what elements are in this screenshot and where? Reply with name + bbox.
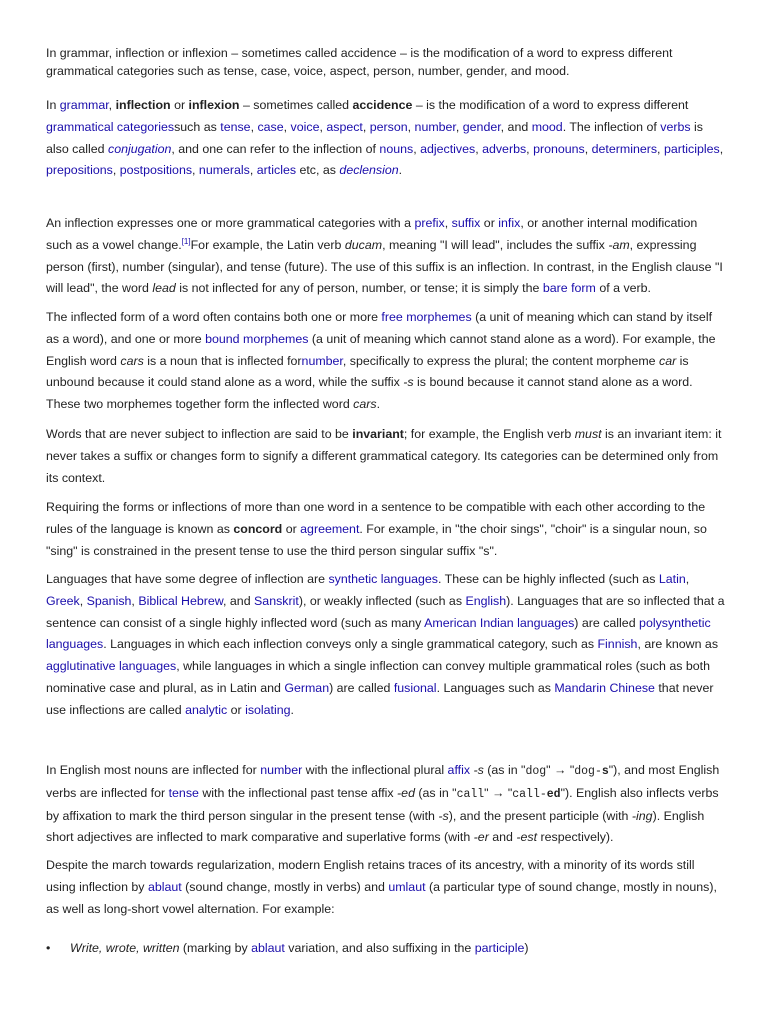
- link-gender[interactable]: gender: [462, 119, 501, 134]
- example-dog: dog: [525, 765, 547, 778]
- link-isolating[interactable]: isolating: [245, 702, 291, 717]
- link-affix[interactable]: affix: [447, 763, 471, 777]
- term-est: -est: [516, 830, 538, 845]
- text: . For example, in "the choir sings", "choir" is a singular noun, so "sing" is constrained in the present tense to use the third person singular suffix "s".: [46, 521, 707, 558]
- link-number[interactable]: number: [260, 763, 303, 777]
- text: In: [46, 98, 60, 112]
- link-pronouns[interactable]: pronouns: [533, 141, 585, 156]
- text: etc, as: [296, 163, 340, 178]
- text: ,: [131, 593, 139, 608]
- text: ,: [685, 572, 690, 586]
- link-person[interactable]: person: [369, 119, 408, 134]
- link-english[interactable]: English: [465, 593, 507, 608]
- text: – is the modification of a word to express different: [412, 98, 689, 112]
- text: ), and the present participle (with: [448, 808, 632, 823]
- example-suffix-s: s: [601, 765, 609, 778]
- text: .: [376, 397, 381, 412]
- link-determiners[interactable]: determiners: [591, 141, 658, 156]
- example-call: call: [456, 787, 485, 801]
- link-fusional[interactable]: fusional: [393, 680, 437, 695]
- text: "). English also inflects verbs by affixation to mark the third person singular in the present tense (with: [46, 785, 719, 823]
- link-finnish[interactable]: Finnish: [597, 637, 638, 652]
- link-suffix[interactable]: suffix: [451, 216, 481, 230]
- text: , while languages in which a single inflection can convey multiple grammatical roles (such as both nominative case and plural, as in Latin and: [46, 659, 710, 695]
- paragraph-morphemes: [46, 307, 726, 416]
- term-ducam: ducam: [344, 237, 383, 252]
- text: , are known as: [637, 637, 719, 652]
- link-bound-morphemes[interactable]: bound morphemes: [205, 331, 309, 346]
- text: ,: [413, 141, 421, 156]
- term-cars: cars: [120, 353, 144, 368]
- text: For example, the Latin verb: [190, 237, 345, 252]
- link-umlaut[interactable]: umlaut: [388, 879, 426, 894]
- text: ) are called: [329, 680, 394, 695]
- link-tense[interactable]: tense: [220, 119, 251, 134]
- term-lead: lead: [152, 281, 176, 296]
- term-inflexion: inflexion: [188, 98, 240, 112]
- text: ,: [283, 119, 291, 134]
- link-declension[interactable]: declension: [339, 163, 399, 178]
- text: ). English short adjectives are inflected to mark comparative and superlative forms (with: [46, 808, 705, 845]
- text: . Languages in which each inflection conveys only a single grammatical category, such as: [103, 637, 598, 652]
- text: ,: [362, 119, 370, 134]
- link-aspect[interactable]: aspect: [326, 119, 363, 134]
- term-car: car: [659, 353, 677, 368]
- link-sanskrit[interactable]: Sanskrit: [254, 593, 299, 608]
- link-grammatical-categories[interactable]: grammatical categories: [46, 119, 175, 134]
- paragraph-regularization: [46, 855, 726, 920]
- text: that never use inflections are called: [46, 680, 714, 717]
- text: (sound change, mostly in verbs) and: [181, 879, 389, 894]
- text: , specifically to express the plural; the content morpheme: [342, 353, 659, 368]
- link-articles[interactable]: articles: [256, 163, 297, 178]
- text: ,: [319, 119, 327, 134]
- text: . These can be highly inflected (such as: [437, 572, 659, 586]
- text: ,: [719, 141, 724, 156]
- text: of a verb.: [595, 281, 651, 296]
- example-words: Write, wrote, written: [70, 941, 180, 955]
- link-mood[interactable]: mood: [531, 119, 563, 134]
- link-agreement[interactable]: agreement: [300, 521, 360, 536]
- term-er: -er: [473, 830, 489, 845]
- text: , expressing person (first), number (singular), and tense (future). The use of this suffix is an inflection. In contrast, in the English clause "I will lead", the word: [46, 237, 723, 296]
- text: ,: [475, 141, 483, 156]
- text: The inflected form of a word often contains both one or more: [46, 310, 382, 324]
- paragraph-languages: [46, 569, 726, 722]
- text: " → ": [484, 785, 513, 800]
- text: with the inflectional plural: [302, 763, 448, 777]
- term-ed: -ed: [397, 785, 415, 800]
- text: (a unit of meaning which cannot stand alone as a word). For example, the English word: [46, 331, 716, 368]
- text: Words that are never subject to inflection are said to be: [46, 427, 353, 441]
- link-infix[interactable]: infix: [498, 216, 521, 230]
- link-american-indian-languages[interactable]: American Indian languages: [424, 615, 575, 630]
- text: , meaning "I will lead", includes the suffix: [382, 237, 609, 252]
- text: ,: [250, 119, 258, 134]
- text: is also called: [46, 119, 703, 156]
- link-ablaut[interactable]: ablaut: [251, 941, 285, 955]
- paragraph-inflection-expresses: [46, 213, 726, 300]
- link-biblical-hebrew[interactable]: Biblical Hebrew: [138, 593, 224, 608]
- text: or: [170, 98, 189, 112]
- link-tense[interactable]: tense: [168, 785, 199, 800]
- term-invariant: invariant: [352, 427, 404, 441]
- text: such as: [174, 119, 221, 134]
- text: . Languages such as: [436, 680, 555, 695]
- text: (marking by: [179, 941, 252, 955]
- term-accidence: accidence: [352, 98, 413, 112]
- text: , or another internal modification such as a vowel change.: [46, 216, 698, 252]
- link-agglutinative-languages[interactable]: agglutinative languages: [46, 659, 177, 674]
- text: Despite the march towards regularization, modern English retains traces of its ancestry, with a minority of its words still using inflection by: [46, 858, 695, 894]
- reference-link[interactable]: [1]: [181, 236, 191, 246]
- term-inflection: inflection: [115, 98, 171, 112]
- text: or: [227, 702, 246, 717]
- link-participles[interactable]: participles: [663, 141, 720, 156]
- text: or: [480, 216, 499, 230]
- link-ablaut[interactable]: ablaut: [147, 879, 182, 894]
- paragraph-definition: [46, 95, 726, 182]
- text: ,: [192, 163, 199, 178]
- paragraph-english-inflection: [46, 760, 726, 849]
- term-s: -s: [438, 808, 449, 823]
- text: ; for example, the English verb: [403, 427, 575, 441]
- link-latin[interactable]: Latin: [658, 572, 686, 586]
- link-free-morphemes[interactable]: free morphemes: [381, 310, 472, 324]
- term-concord: concord: [233, 521, 283, 536]
- paragraph-concord: [46, 497, 726, 562]
- link-german[interactable]: German: [284, 680, 330, 695]
- text: is an invariant item: it never takes a suffix or changes form to signify a different grammatical category. Its categories can be determined only from its context.: [46, 427, 722, 485]
- text: ,: [79, 593, 87, 608]
- link-adverbs[interactable]: adverbs: [482, 141, 527, 156]
- term-ing: -ing: [631, 808, 653, 823]
- text: ) are called: [574, 615, 640, 630]
- text: is unbound because it could stand alone as a word, while the suffix: [46, 353, 689, 390]
- text: .: [398, 163, 403, 178]
- text: ,: [108, 98, 116, 112]
- text: (a unit of meaning which can stand by itself as a word), and one or more: [46, 310, 713, 346]
- text: , and: [500, 119, 532, 134]
- term-am: -am: [608, 237, 630, 252]
- intro-summary: In grammar, inflection or inflexion – sometimes called accidence – is the modification of a word to express different grammatical categories such as tense, case, voice, aspect, person, number, gender, and mood.: [46, 46, 673, 78]
- text: (as in ": [483, 763, 526, 777]
- link-number[interactable]: number: [414, 119, 456, 134]
- link-spanish[interactable]: Spanish: [86, 593, 132, 608]
- text: In English most nouns are inflected for: [46, 763, 261, 777]
- text: is a noun that is inflected for: [143, 353, 302, 368]
- link-participle[interactable]: participle: [474, 941, 525, 955]
- text: ,: [249, 163, 257, 178]
- text: ,: [112, 163, 120, 178]
- link-grammar[interactable]: grammar: [59, 98, 109, 112]
- text: ). Languages that are so inflected that a sentence can consist of a single highly inflected word (such as many: [46, 593, 725, 630]
- link-greek[interactable]: Greek: [46, 593, 80, 608]
- text: . The inflection of: [562, 119, 661, 134]
- link-synthetic-languages[interactable]: synthetic languages: [328, 572, 438, 586]
- link-bare-form[interactable]: bare form: [542, 281, 596, 296]
- term-must: must: [574, 427, 602, 441]
- text: ,: [407, 119, 415, 134]
- text: ,: [584, 141, 592, 156]
- text: respectively).: [537, 830, 614, 845]
- paragraph-invariant: [46, 424, 726, 489]
- text: ,: [455, 119, 463, 134]
- link-postpositions[interactable]: postpositions: [119, 163, 193, 178]
- text: , and: [223, 593, 255, 608]
- text: or: [282, 521, 301, 536]
- text: Languages that have some degree of inflection are: [46, 572, 329, 586]
- text: is bound because it cannot stand alone as a word. These two morphemes together form the inflected word: [46, 375, 693, 412]
- link-number[interactable]: number: [301, 353, 343, 368]
- link-voice[interactable]: voice: [290, 119, 320, 134]
- link-nouns[interactable]: nouns: [379, 141, 414, 156]
- text: "), and most English verbs are inflected for: [46, 763, 720, 800]
- text: (as in ": [414, 785, 457, 800]
- example-call: call-: [512, 787, 547, 801]
- text: " → ": [546, 763, 575, 777]
- text: .: [290, 702, 294, 717]
- link-conjugation[interactable]: conjugation: [108, 141, 172, 156]
- term-s: -s: [403, 375, 414, 390]
- link-prefix[interactable]: prefix: [414, 216, 445, 230]
- text: (a particular type of sound change, mostly in nouns), as well as long-short vowel alternation. For example:: [46, 879, 717, 916]
- link-mandarin-chinese[interactable]: Mandarin Chinese: [554, 680, 655, 695]
- text: ), or weakly inflected (such as: [298, 593, 466, 608]
- text: ,: [526, 141, 534, 156]
- link-polysynthetic-languages[interactable]: polysynthetic languages: [46, 615, 711, 652]
- bullet-marker: •: [46, 941, 51, 955]
- text: variation, and also suffixing in the: [284, 941, 475, 955]
- text: ): [524, 941, 529, 955]
- text: – sometimes called: [239, 98, 353, 112]
- text: and: [488, 830, 517, 845]
- text: with the inflectional past tense affix: [198, 785, 398, 800]
- text: is not inflected for any of person, number, or tense; it is simply the: [175, 281, 543, 296]
- link-analytic[interactable]: analytic: [185, 702, 228, 717]
- list-item: [46, 938, 726, 960]
- text: , and one can refer to the inflection of: [171, 141, 380, 156]
- link-adjectives[interactable]: adjectives: [420, 141, 476, 156]
- link-numerals[interactable]: numerals: [198, 163, 250, 178]
- example-suffix-ed: ed: [546, 787, 561, 801]
- text: An inflection expresses one or more grammatical categories with a: [46, 216, 415, 230]
- link-prepositions[interactable]: prepositions: [46, 163, 113, 178]
- term-s: -s: [473, 763, 484, 777]
- example-dog: dog-: [574, 765, 602, 778]
- term-cars: cars: [353, 397, 377, 412]
- link-verbs[interactable]: verbs: [660, 119, 691, 134]
- link-case[interactable]: case: [257, 119, 284, 134]
- text: Requiring the forms or inflections of more than one word in a sentence to be compatible with each other according to the rules of the language is known as: [46, 500, 706, 536]
- text: ,: [657, 141, 664, 156]
- text: ,: [444, 216, 452, 230]
